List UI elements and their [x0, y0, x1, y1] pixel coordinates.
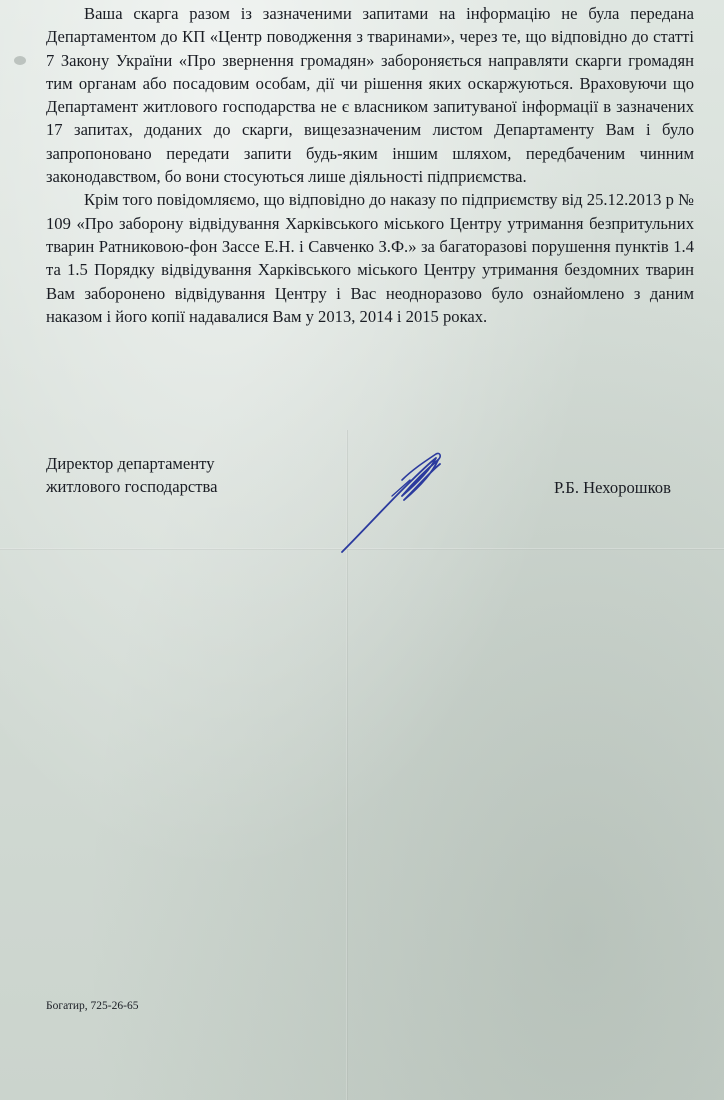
letter-body [46, 2, 694, 328]
signatory-title-line2: житлового господарства [46, 477, 218, 497]
paragraph-complaint: Ваша скарга разом із зазначеними запитами на інформацію не була передана Департаментом до КП «Центр поводження з тваринами», через те, що відповідно до статті 7 Закону України «Про звернення громадян» забороняється направляти скарги громадян тим органам або посадовим особам, дії чи рішення яких оскаржуються. Враховуючи що Департамент житлового господарства не є власником запитуваної інформації в зазначених 17 запитах, доданих до скарги, вищезазначеним листом Департаменту Вам і було запропоновано передати запити будь-яким іншим шляхом, передбаченим чинним законодавством, бо вони стосуються лише діяльності підприємства. [46, 4, 694, 187]
signatory-title [46, 452, 218, 499]
signatory-title-line1: Директор департаменту [46, 454, 215, 473]
signer-name: Р.Б. Нехорошков [554, 478, 671, 497]
executor-note: Богатир, 725-26-65 [46, 1000, 139, 1012]
paper-mark [14, 56, 26, 65]
paragraph-order: Крім того повідомляємо, що відповідно до наказу по підприємству від 25.12.2013 р № 109 «Про заборону відвідування Харківського міського Центру утримання безпритульних тварин Ратниковою-фон Зассе Е.Н. і Савченко З.Ф.» за багаторазові порушення пунктів 1.4 та 1.5 Порядку відвідування Харківського міського Центру утримання бездомних тварин Вам заборонено відвідування Центру і Вас неодноразово було ознайомлено з даним наказом і його копії надавалися Вам у 2013, 2014 і 2015 роках. [46, 190, 694, 326]
handwritten-signature [332, 440, 452, 560]
